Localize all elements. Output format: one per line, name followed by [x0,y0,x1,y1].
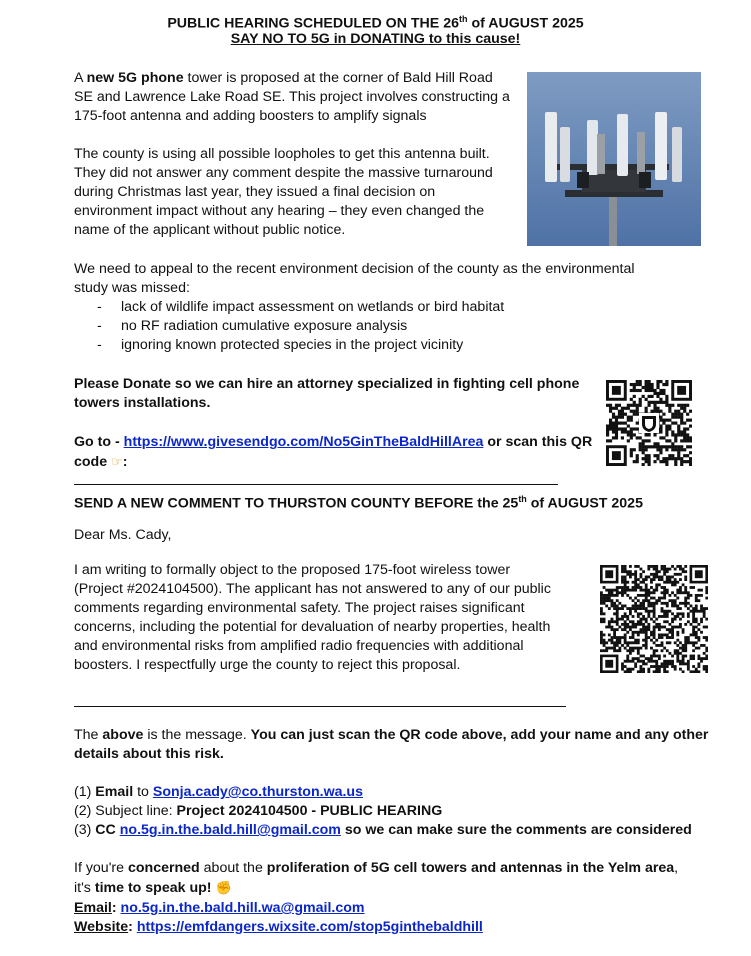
comment-heading: SEND A NEW COMMENT TO THURSTON COUNTY BEFORE the 25th of AUGUST 2025 [74,494,643,512]
list-item: ignoring known protected species in the project vicinity [121,337,464,353]
donate-line-2: towers installations. [74,395,211,411]
backhand-pointing-right-icon: ☞ [111,454,123,469]
page-title: PUBLIC HEARING SCHEDULED ON THE 26th of AUGUST 2025 [167,14,584,32]
footer-website-line: Website: https://emfdangers.wixsite.com/stop5ginthebaldhill [74,919,483,935]
letter-line-5: and environmental risks from amplified radio frequencies with additional [74,638,524,654]
comment-qr-code[interactable] [600,565,708,673]
footer-website-link[interactable]: https://emfdangers.wixsite.com/stop5ginthebaldhill [136,919,483,935]
footer-line-1: If you're concerned about the proliferation of 5G cell towers and antennas in the Yelm area, [74,860,679,876]
letter-line-4: concerns, including the potential for devaluation of nearby properties, health [74,619,551,635]
step-cc: (3) CC no.5g.in.the.bald.hill@gmail.com so we can make sure the comments are considered [74,822,692,838]
step-email: (1) Email to Sonja.cady@co.thurston.wa.us [74,784,363,800]
appeal-line-1: We need to appeal to the recent environment decision of the county as the environmental [74,261,635,277]
letter-salutation: Dear Ms. Cady, [74,527,172,543]
county-line-4: environment impact without any hearing – they even changed the [74,203,485,219]
bullet-marker: - [97,337,102,353]
instructions-line-1: The above is the message. You can just scan the QR code above, add your name and any other [74,727,709,743]
footer-line-2: it's time to speak up! ✊ [74,880,232,896]
donate-goto-line: Go to - https://www.givesendgo.com/No5GinTheBaldHillArea or scan this QR [74,434,593,450]
intro-line-1: A new 5G phone tower is proposed at the corner of Bald Hill Road [74,70,493,86]
intro-line-3: 175-foot antenna and adding boosters to amplify signals [74,108,427,124]
flexed-biceps-icon: ✊ [215,880,232,895]
intro-line-2: SE and Lawrence Lake Road SE. This project involves constructing a [74,89,510,105]
letter-line-1: I am writing to formally object to the proposed 175-foot wireless tower [74,562,511,578]
appeal-line-2: study was missed: [74,280,190,296]
donate-code-line: code ☞: [74,454,128,470]
step-subject: (2) Subject line: Project 2024104500 - PUBLIC HEARING [74,803,443,819]
letter-line-3: comments regarding environmental safety. The project raises significant [74,600,525,616]
list-item: no RF radiation cumulative exposure analysis [121,318,408,334]
cell-tower-photo [527,72,701,246]
footer-email-line: Email: no.5g.in.the.bald.hill.wa@gmail.com [74,900,365,916]
instructions-line-2: details about this risk. [74,746,224,762]
letter-line-2: (Project #2024104500). The applicant has not answered to any of our public [74,581,551,597]
letter-line-6: boosters. I respectfully urge the county to reject this proposal. [74,657,461,673]
county-line-3: during Christmas last year, they issued a final decision on [74,184,436,200]
cc-email-link[interactable]: no.5g.in.the.bald.hill@gmail.com [119,822,341,838]
county-email-link[interactable]: Sonja.cady@co.thurston.wa.us [152,784,363,800]
divider [74,484,558,485]
county-line-1: The county is using all possible loopholes to get this antenna built. [74,146,490,162]
bullet-marker: - [97,299,102,315]
bullet-marker: - [97,318,102,334]
donate-line-1: Please Donate so we can hire an attorney specialized in fighting cell phone [74,376,580,392]
givesendgo-link[interactable]: https://www.givesendgo.com/No5GinTheBaldHillArea [123,434,484,450]
county-line-2: They did not answer any comment despite the massive turnaround [74,165,493,181]
donation-qr-code[interactable] [606,380,692,466]
page-subtitle: SAY NO TO 5G in DONATING to this cause! [230,31,521,47]
county-line-5: name of the applicant without public notice. [74,222,346,238]
divider [74,706,566,707]
list-item: lack of wildlife impact assessment on wetlands or bird habitat [121,299,505,315]
footer-email-link[interactable]: no.5g.in.the.bald.hill.wa@gmail.com [120,900,365,916]
